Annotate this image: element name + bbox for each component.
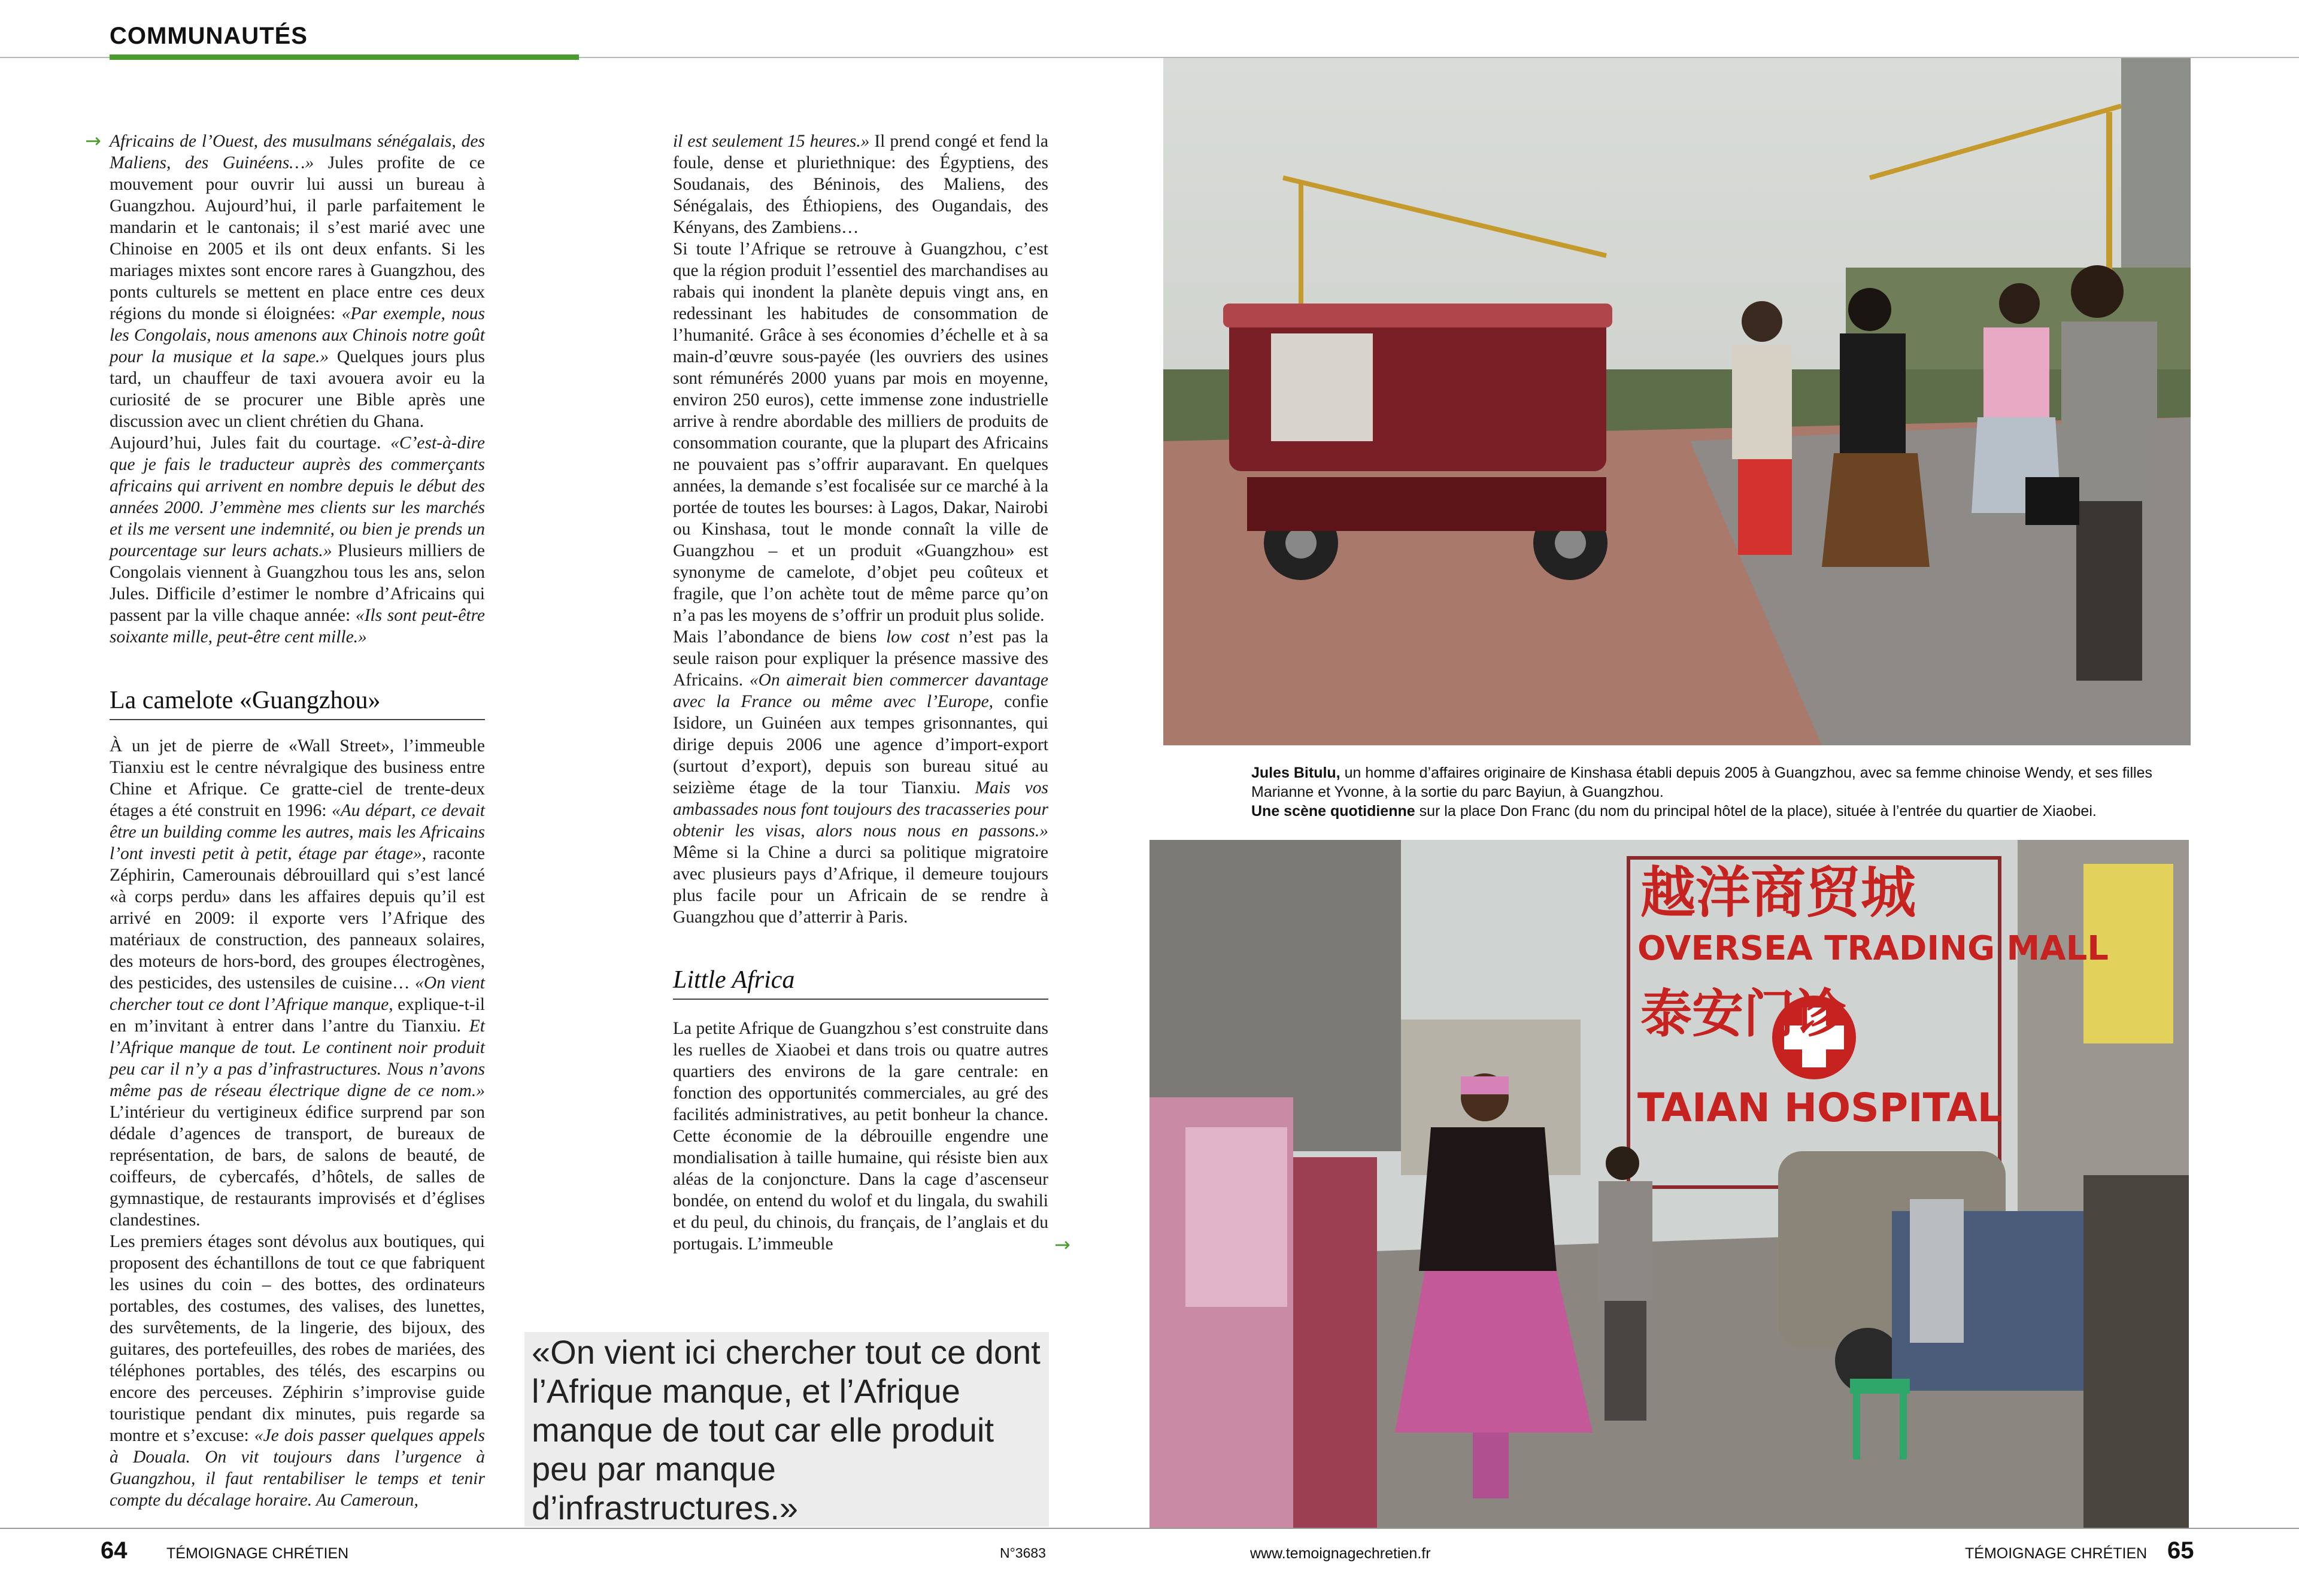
sign-chinese-top: 越洋商贸城 xyxy=(1640,861,1916,925)
paragraph: il est seulement 15 heures.» Il prend congé et fend la foule, dense et pluriethnique: des Égyptiens, des Soudanais, des Béninois, des Maliens, des Sénégalais, des Éthiopiens, des Ougandais, des Kényans, des Zambiens… xyxy=(673,132,1048,237)
magazine-name-left: TÉMOIGNAGE CHRÉTIEN xyxy=(166,1545,349,1562)
continues-arrow-icon: → xyxy=(1054,1233,1070,1256)
subheading-little-africa: Little Africa xyxy=(673,965,1048,1000)
subheading-camelote: La camelote «Guangzhou» xyxy=(110,685,485,720)
article-column-2 xyxy=(673,131,1048,928)
sign-english-top: OVERSEA TRADING MALL xyxy=(1637,929,2109,968)
section-title: COMMUNAUTÉS xyxy=(110,23,308,49)
photo-jules-family xyxy=(1163,58,2191,745)
paragraph: Mais l’abondance de biens low cost n’est pas la seule raison pour expliquer la présence massive des Africains. «On aimerait bien commercer davantage avec la France ou même avec l’Europe, confie Isidore, un Guinéen aux tempes grisonnantes, qui dirige depuis 2006 une agence d’import-export (surtout d’export), depuis son bureau situé au seizième étage de la tour Tianxiu. Mais vos ambassades nous font toujours des tracasseries pour obtenir les visas, alors nous nous en passons.» Même si la Chine a durci sa politique migratoire avec plusieurs pays d’Afrique, il demeure toujours plus facile pour un Africain de se rendre à Guangzhou que d’atterrir à Paris. xyxy=(673,627,1049,927)
section-accent-bar xyxy=(110,54,579,60)
photo-caption: Jules Bitulu, un homme d’affaires originaire de Kinshasa établi depuis 2005 à Guangzhou, avec sa femme chinoise Wendy, et ses filles Marianne et Yvonne, à la sortie du parc Bayiun, à Guangzhou. Une scène quotidienne sur la place Don Franc (du nom du principal hôtel de la place), située à l’entrée du quartier de Xiaobei. xyxy=(1251,764,2152,820)
photo-xiaobei-street xyxy=(1150,840,2189,1528)
sign-chinese-mid: 泰安门诊 xyxy=(1640,984,1846,1044)
paragraph: Si toute l’Afrique se retrouve à Guangzhou, c’est que la région produit l’essentiel des marchandises au rabais qui inondent la planète depuis vingt ans, en redessinant les habitudes de consommation de l’humanité. Grâce à ses économies d’échelle et à sa main-d’œuvre sous-payée (les ouvriers des usines sont rémunérés 2000 yuans par mois en moyenne, environ 250 euros), cette immense zone industrielle arrive à rendre abordable des milliers de produits de consommation courante, que la plupart des Africains ne pouvaient pas s’offrir auparavant. En quelques années, la demande s’est focalisée sur ce marché à la portée de toutes les bourses: à Lagos, Dakar, Nairobi ou Kinshasa, tout le monde connaît la ville de Guangzhou – et un produit «Guangzhou» est synonyme de camelote, d’objet peu coûteux et fragile, que l’on achète tout de même parce qu’on n’a pas les moyens de s’offrir un produit plus solide. xyxy=(673,239,1048,625)
continued-arrow-icon: → xyxy=(85,129,101,152)
article-column-1-cont xyxy=(110,735,485,1511)
sign-english-mid: TAIAN HOSPITAL xyxy=(1637,1085,2003,1131)
website-link[interactable]: www.temoignagechretien.fr xyxy=(1250,1545,1431,1562)
page-number-right: 65 xyxy=(2167,1537,2194,1564)
issue-number: N°3683 xyxy=(1000,1545,1046,1561)
paragraph: Aujourd’hui, Jules fait du courtage. «C’est-à-dire que je fais le traducteur auprès des commerçants africains qui arrivent en nombre depuis le début des années 2000. J’emmène mes clients sur les marchés et ils me versent une indemnité, ou bien je prends un pourcentage sur leurs achats.» Plusieurs milliers de Congolais viennent à Guangzhou tous les ans, selon Jules. Difficile d’estimer le nombre d’Africains qui passent par la ville chaque année: «Ils sont peut-être soixante mille, peut-être cent mille.» xyxy=(110,433,485,647)
magazine-name-right: TÉMOIGNAGE CHRÉTIEN xyxy=(1965,1545,2148,1562)
paragraph: Les premiers étages sont dévolus aux boutiques, qui proposent des échantillons de tout ce que fabriquent les usines du coin – des bottes, des ordinateurs portables, des costumes, des valises, des lunettes, des survêtements, de la lingerie, des bijoux, des guitares, des portefeuilles, des robes de mariées, des téléphones portables, des télés, des escarpins ou encore des perceuses. Zéphirin s’improvise guide touristique pendant dix minutes, puis regarde sa montre et s’excuse: «Je dois passer quelques appels à Douala. On vit toujours dans l’urgence à Guangzhou, il faut rentabiliser le temps et tenir compte du décalage horaire. Au Cameroun, xyxy=(110,1232,485,1510)
article-column-2-cont xyxy=(673,1018,1048,1255)
footer-rule xyxy=(0,1528,2299,1529)
article-column-1 xyxy=(110,131,485,648)
paragraph: La petite Afrique de Guangzhou s’est construite dans les ruelles de Xiaobei et dans trois ou quatre autres quartiers des environs de la gare centrale: en fonction des opportunités commerciales, au gré des facilités administratives, au petit bonheur la chance. Cette économie de la débrouille engendre une mondialisation à taille humaine, qui résiste bien aux aléas de la conjoncture. Dans la cage d’ascenseur bondée, on entend du wolof et du lingala, du swahili et du peul, du chinois, du français, de l’anglais et du portugais. L’immeuble xyxy=(673,1019,1048,1254)
pullquote: «On vient ici chercher tout ce dont l’Afrique manque, et l’Afrique manque de tout car elle produit peu par manque d’infrastructures.» xyxy=(532,1333,1041,1527)
page-number-left: 64 xyxy=(101,1537,128,1564)
paragraph: À un jet de pierre de «Wall Street», l’immeuble Tianxiu est le centre névralgique des business entre Chine et Afrique. Ce gratte-ciel de trente-deux étages a été construit en 1996: «Au départ, ce devait être un building comme les autres, mais les Africains l’ont investi petit à petit, étage par étage», raconte Zéphirin, Camerounais débrouillard qui s’est lancé «à corps perdu» dans les affaires depuis qu’il est arrivé en 2009: il exporte vers l’Afrique des matériaux de construction, des panneaux solaires, des moteurs de hors-bord, des groupes électrogènes, des pesticides, des ustensiles de cuisine… «On vient chercher tout ce dont l’Afrique manque, explique-t-il en m’invitant à entrer dans l’antre du Tianxiu. Et l’Afrique manque de tout. Le continent noir produit peu car il n’y a pas d’infrastructures. Nous n’avons même pas de réseau électrique digne de ce nom.» L’intérieur du vertigineux édifice surprend par son dédale d’agences de transport, de bureaux de représentation, de bars, de salons de beauté, de coiffeurs, de cybercafés, d’hôtels, de salles de gymnastique, de restaurants improvisés et d’églises clandestines. xyxy=(110,736,485,1230)
paragraph: Africains de l’Ouest, des musulmans sénégalais, des Maliens, des Guinéens…» Jules profite de ce mouvement pour ouvrir lui aussi un bureau à Guangzhou. Aujourd’hui, il parle parfaitement le mandarin et le cantonais; il s’est marié avec une Chinoise en 2005 et ils ont deux enfants. Si les mariages mixtes sont encore rares à Guangzhou, des ponts culturels se mettent en place entre ces deux régions du monde si éloignées: «Par exemple, nous les Congolais, nous amenons aux Chinois notre goût pour la musique et la sape.» Quelques jours plus tard, un chauffeur de taxi avouera avoir eu la curiosité de se procurer une Bible après une discussion avec un client chrétien du Ghana. xyxy=(110,132,486,431)
